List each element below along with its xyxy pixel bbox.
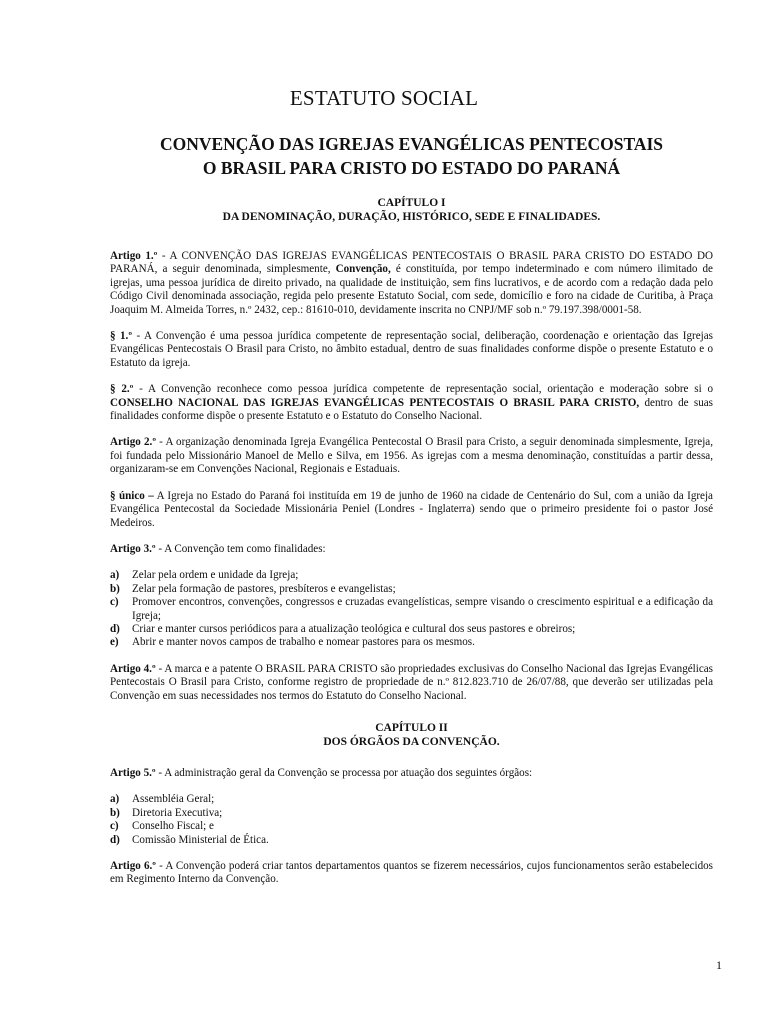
- list-item-letter: b): [110, 582, 120, 595]
- document-title: ESTATUTO SOCIAL: [289, 86, 479, 110]
- article-2-label: Artigo 2.º: [110, 436, 156, 449]
- list-item: [110, 793, 713, 806]
- chapter-1-label: CAPÍTULO I: [377, 197, 446, 209]
- document-body: [110, 250, 713, 900]
- paragraph-2-label: § 2.º: [110, 383, 134, 396]
- list-item-text: Comissão Ministerial de Ética.: [132, 833, 269, 846]
- list-item-text: Abrir e manter novos campos de trabalho e nomear pastores para os mesmos.: [132, 636, 475, 649]
- list-item-text: Zelar pela ordem e unidade da Igreja;: [132, 569, 299, 582]
- chapter-2-heading: [110, 721, 713, 749]
- list-item-text: Criar e manter cursos periódicos para a atualização teológica e cultural dos seus pastores e obreiros;: [132, 622, 576, 635]
- list-item-letter: d): [110, 833, 120, 846]
- article-3-text: - A Convenção tem como finalidades:: [155, 542, 326, 555]
- paragraph-2-text-b: dentro de suas finalidades conforme dispõe o presente Estatuto e o Estatuto do Conselho Nacional.: [110, 396, 713, 423]
- article-1-text-a: , a seguir denominada, simplesmente,: [154, 263, 336, 276]
- list-item-letter: c): [110, 820, 119, 833]
- article-1-paragraph-2: [110, 383, 713, 423]
- list-item-letter: e): [110, 636, 119, 649]
- list-item: [110, 583, 713, 596]
- paragraph-unico-text: A Igreja no Estado do Paraná foi instituída em 19 de junho de 1960 na cidade de Centenário do Sul, com a união da Igreja Evangélica Pentecostal da Sociedade Missionária Peniel (Londres - Inglaterra) sendo que o primeiro presidente foi o pastor José Medeiros.: [110, 489, 713, 529]
- list-item-text: Promover encontros, convenções, congressos e cruzadas evangelísticas, sempre visando o crescimento espiritual e a edificação da Igreja;: [132, 596, 713, 622]
- article-6-text: - A Convenção poderá criar tantos departamentos quantos se fizerem necessários, cujos funcionamentos serão estabelecidos em Regimento Interno da Convenção.: [110, 860, 713, 886]
- article-2-text: - A organização denominada Igreja Evangélica Pentecostal O Brasil para Cristo, a seguir denominada simplesmente, Igreja, foi fundada pelo Missionário Manoel de Mello e Silva, em 1956. As igrejas com a mesma denominação, constituídas a partir dessa, organizaram-se em Convenções Nacional, Regionais e Estaduais.: [110, 436, 713, 476]
- article-1: [110, 250, 713, 317]
- document-subtitle: [0, 132, 768, 180]
- list-item: [110, 623, 713, 636]
- article-5-text: - A administração geral da Convenção se processa por atuação dos seguintes órgãos:: [155, 766, 533, 779]
- article-1-name: CONVENÇÃO DAS IGREJAS EVANGÉLICAS PENTECOSTAIS O BRASIL PARA CRISTO DO ESTADO DO PARANÁ: [110, 250, 713, 276]
- chapter-1-title: DA DENOMINAÇÃO, DURAÇÃO, HISTÓRICO, SEDE E FINALIDADES.: [222, 211, 601, 223]
- list-item: [110, 596, 713, 623]
- page-number: 1: [716, 958, 722, 972]
- article-6: [110, 860, 713, 887]
- list-item-letter: a): [110, 793, 120, 806]
- article-1-label: Artigo 1.º: [110, 250, 158, 262]
- article-5-label: Artigo 5.º: [110, 766, 156, 779]
- article-4-text: - A marca e a patente O BRASIL PARA CRISTO são propriedades exclusivas do Conselho Nacional das Igrejas Evangélicas Pentecostais O Brasil para Cristo, conforme registro de propriedade de n.º 812.823.710 de 26/07/88, que deverão ser utilizadas pela Convenção em suas necessidades nos termos do Estatuto do Conselho Nacional.: [110, 662, 713, 702]
- article-2-paragraph-unico: [110, 490, 713, 530]
- article-1-paragraph-1: [110, 330, 713, 370]
- list-item: [110, 820, 713, 833]
- article-3-list: [110, 569, 713, 649]
- list-item-letter: d): [110, 622, 120, 635]
- subtitle-line-2: O BRASIL PARA CRISTO DO ESTADO DO PARANÁ: [202, 158, 621, 178]
- paragraph-unico-label: § único –: [110, 489, 154, 502]
- list-item: [110, 807, 713, 820]
- list-item: [110, 636, 713, 649]
- subtitle-line-1: CONVENÇÃO DAS IGREJAS EVANGÉLICAS PENTECOSTAIS: [159, 134, 664, 154]
- paragraph-2-text-a: - A Convenção reconhece como pessoa jurídica competente de representação social, orientação e moderação sobre si o: [133, 383, 713, 396]
- article-4-label: Artigo 4.º: [110, 662, 156, 675]
- list-item-text: Diretoria Executiva;: [132, 806, 223, 819]
- paragraph-1-label: § 1.º: [110, 330, 132, 343]
- list-item-text: Zelar pela formação de pastores, presbíteros e evangelistas;: [132, 582, 396, 595]
- list-item-letter: c): [110, 596, 119, 609]
- chapter-2-label: CAPÍTULO II: [375, 721, 448, 734]
- article-6-label: Artigo 6.º: [110, 860, 156, 872]
- paragraph-2-bold: CONSELHO NACIONAL DAS IGREJAS EVANGÉLICAS PENTECOSTAIS O BRASIL PARA CRISTO,: [110, 396, 640, 409]
- article-2: [110, 436, 713, 476]
- chapter-1-heading: [110, 196, 713, 224]
- paragraph-1-text: - A Convenção é uma pessoa jurídica competente de representação social, deliberação, coordenação e orientação das Igrejas Evangélicas Pentecostais O Brasil para Cristo, no âmbito estadual, dentro de suas finalidades conforme dispõe o presente Estatuto e o Estatuto da igreja.: [110, 330, 713, 369]
- list-item: [110, 834, 713, 847]
- article-1-sep: - A: [157, 250, 182, 262]
- list-item-text: Assembléia Geral;: [132, 793, 215, 806]
- article-5-list: [110, 793, 713, 847]
- list-item-text: Conselho Fiscal; e: [132, 820, 214, 833]
- article-3-label: Artigo 3.º: [110, 542, 156, 555]
- article-1-text-b: é constituída, por tempo indeterminado e com número ilimitado de igrejas, uma pessoa jurídica de direito privado, na qualidade de instituição, sem fins lucrativos, e de acordo com a redação dada pelo Código Civil denominada associação, regida pelo presente Estatuto Social, com sede, domicílio e foro na cidade de Curitiba, à Praça Joaquim M. Almeida Torres, n.º 2432, cep.: 81610-010, devidamente inscrita no CNPJ/MF sob n.º 79.197.398/0001-58.: [110, 263, 713, 316]
- article-1-convencao: Convenção,: [335, 263, 391, 276]
- list-item: [110, 569, 713, 582]
- list-item-letter: a): [110, 569, 120, 582]
- list-item-letter: b): [110, 806, 120, 819]
- chapter-2-title: DOS ÓRGÃOS DA CONVENÇÃO.: [323, 735, 500, 748]
- article-4: [110, 663, 713, 703]
- article-3: [110, 543, 713, 556]
- article-5: [110, 767, 713, 780]
